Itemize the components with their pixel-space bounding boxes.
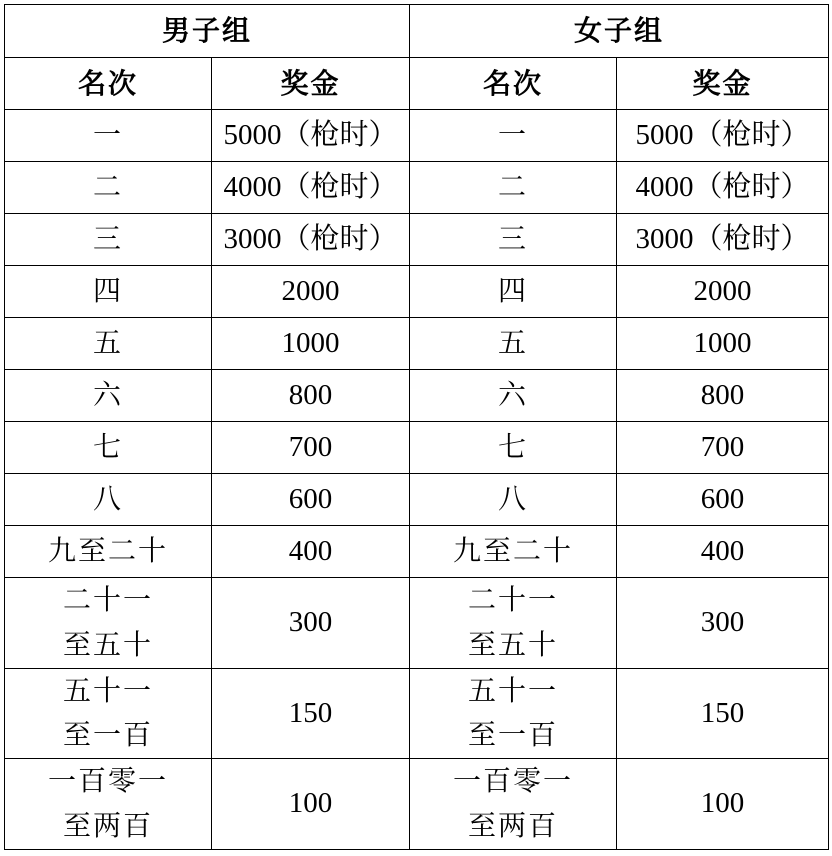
women-prize-cell: 4000（枪时） [617,162,829,214]
women-prize-cell: 1000 [617,318,829,370]
women-rank-cell: 二十一 至五十 [410,578,617,669]
women-rank-cell: 六 [410,370,617,422]
group-header-row [5,5,829,58]
table-row [5,266,829,318]
women-group-label: 女子组 [574,14,665,47]
women-rank-cell: 一百零一 至两百 [410,759,617,850]
men-rank-cell: 五十一 至一百 [5,668,212,759]
women-rank-header: 名次 [410,58,617,110]
men-rank-cell: 九至二十 [5,526,212,578]
men-rank-cell: 四 [5,266,212,318]
men-prize-cell: 100 [212,759,410,850]
men-prize-cell: 150 [212,668,410,759]
men-prize-cell: 800 [212,370,410,422]
men-group-label: 男子组 [162,14,253,47]
table-row [5,214,829,266]
women-rank-cell: 五十一 至一百 [410,668,617,759]
table-row [5,422,829,474]
men-rank-cell: 一百零一 至两百 [5,759,212,850]
women-prize-cell: 300 [617,578,829,669]
column-header-row [5,58,829,110]
table-row [5,474,829,526]
men-prize-cell: 2000 [212,266,410,318]
women-rank-cell: 一 [410,110,617,162]
men-rank-cell: 二十一 至五十 [5,578,212,669]
women-prize-header: 奖金 [617,58,829,110]
men-rank-cell: 二 [5,162,212,214]
men-rank-cell: 六 [5,370,212,422]
women-rank-cell: 二 [410,162,617,214]
table-row [5,370,829,422]
table-row [5,110,829,162]
women-rank-cell: 三 [410,214,617,266]
women-prize-cell: 100 [617,759,829,850]
women-rank-cell: 四 [410,266,617,318]
women-group-header [410,5,829,58]
women-prize-cell: 3000（枪时） [617,214,829,266]
women-prize-cell: 5000（枪时） [617,110,829,162]
men-rank-cell: 五 [5,318,212,370]
women-prize-cell: 2000 [617,266,829,318]
table-row [5,668,829,759]
men-prize-cell: 300 [212,578,410,669]
men-rank-header: 名次 [5,58,212,110]
table-row [5,578,829,669]
prize-table-body [5,110,829,850]
men-prize-header: 奖金 [212,58,410,110]
men-prize-cell: 400 [212,526,410,578]
women-rank-cell: 五 [410,318,617,370]
table-row [5,526,829,578]
women-rank-cell: 七 [410,422,617,474]
men-prize-cell: 700 [212,422,410,474]
men-rank-cell: 七 [5,422,212,474]
women-rank-cell: 九至二十 [410,526,617,578]
women-prize-cell: 600 [617,474,829,526]
men-rank-cell: 三 [5,214,212,266]
table-row [5,162,829,214]
men-rank-cell: 一 [5,110,212,162]
women-prize-cell: 400 [617,526,829,578]
men-prize-cell: 4000（枪时） [212,162,410,214]
women-prize-cell: 800 [617,370,829,422]
men-prize-cell: 3000（枪时） [212,214,410,266]
table-row [5,759,829,850]
men-group-header [5,5,410,58]
men-rank-cell: 八 [5,474,212,526]
men-prize-cell: 1000 [212,318,410,370]
men-prize-cell: 5000（枪时） [212,110,410,162]
women-prize-cell: 700 [617,422,829,474]
prize-table [4,4,829,850]
women-rank-cell: 八 [410,474,617,526]
women-prize-cell: 150 [617,668,829,759]
table-row [5,318,829,370]
men-prize-cell: 600 [212,474,410,526]
